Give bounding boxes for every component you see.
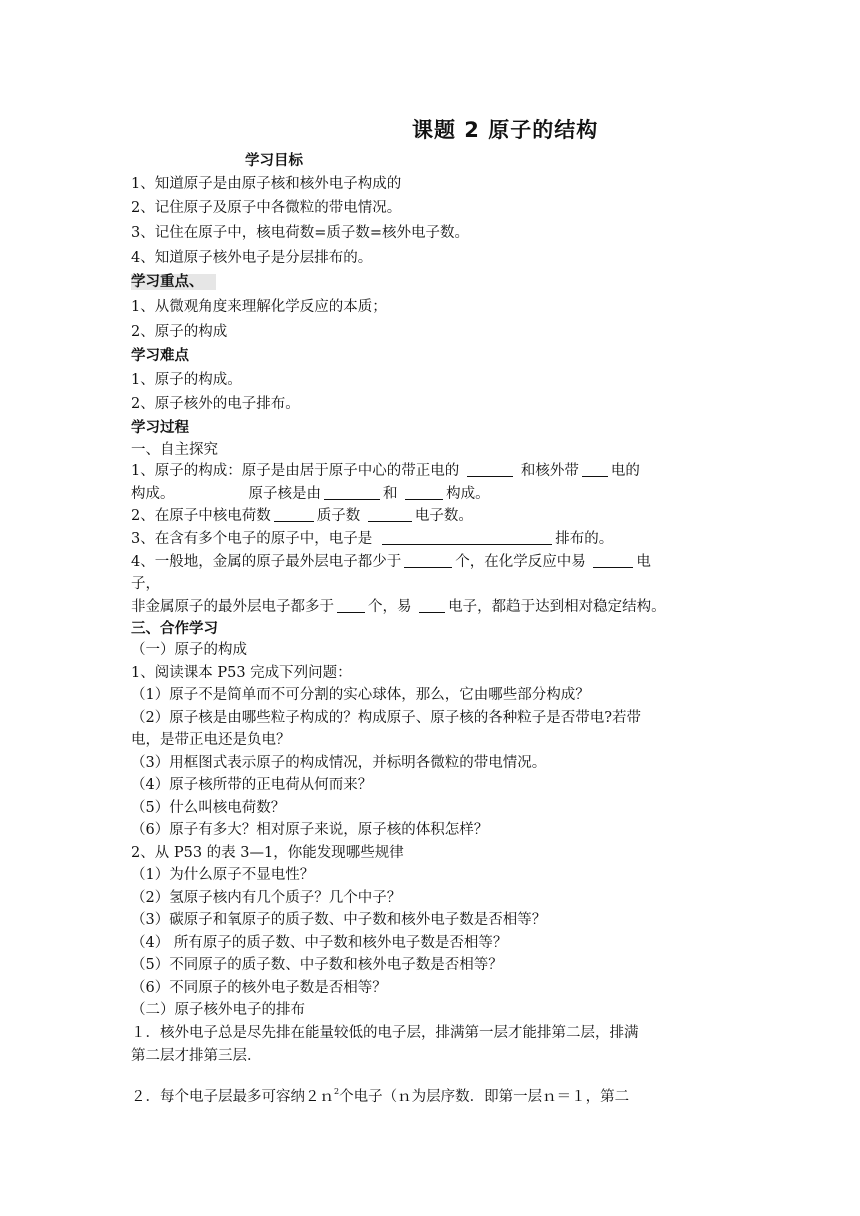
objective-item: 2、记住原子及原子中各微粒的带电情况。 — [131, 200, 402, 216]
fill-question-2: 2、在原子中核电荷数 质子数 电子数。 — [131, 508, 473, 524]
question-item: （4） 所有原子的质子数、中子数和核外电子数是否相等？ — [131, 935, 508, 951]
cooperation-heading: 三、合作学习 — [131, 621, 218, 637]
page-title: 课题 2 原子的结构 — [412, 118, 599, 142]
question-item: （4）原子核所带的正电荷从何而来？ — [131, 777, 373, 793]
question-item: （6）不同原子的核外电子数是否相等？ — [131, 980, 387, 996]
key-point-item: 2、原子的构成 — [131, 324, 228, 340]
rule-text: ２．每个电子层最多可容纳２ｎ$^2$个电子（ｎ为层序数．即第一层ｎ＝１，第二 — [131, 1087, 630, 1105]
answer-blank[interactable] — [593, 553, 633, 568]
answer-blank[interactable] — [582, 462, 608, 477]
question-item: （1）原子不是简单而不可分割的实心球体，那么，它由哪些部分构成？ — [131, 687, 590, 703]
answer-blank[interactable] — [467, 462, 513, 477]
key-point-item: 1、从微观角度来理解化学反应的本质； — [131, 299, 387, 315]
part2-heading: （二）原子核外电子的排布 — [131, 1002, 305, 1018]
process-heading: 学习过程 — [131, 420, 189, 436]
rule-text: １．核外电子总是尽先排在能量较低的电子层，排满第一层才能排第二层，排满 — [131, 1025, 639, 1041]
question-item: （2）原子核是由哪些粒子构成的？构成原子、原子核的各种粒子是否带电?若带 — [131, 710, 641, 726]
difficulty-item: 1、原子的构成。 — [131, 372, 242, 388]
question-item: 电，是带正电还是负电？ — [131, 732, 291, 748]
fill-question-1: 1、原子的构成：原子是由居于原子中心的带正电的 和核外带 电的 — [131, 463, 640, 479]
part1-heading: （一）原子的构成 — [131, 642, 247, 658]
answer-blank[interactable] — [368, 507, 412, 522]
objectives-heading: 学习目标 — [245, 153, 303, 169]
objective-item: 1、知道原子是由原子核和核外电子构成的 — [131, 176, 402, 192]
self-study-heading: 一、自主探究 — [131, 442, 218, 458]
answer-blank[interactable] — [405, 485, 443, 500]
objective-item: 4、知道原子核外电子是分层排布的。 — [131, 250, 373, 266]
table-intro: 2、从 P53 的表 3—1，你能发现哪些规律 — [131, 845, 404, 861]
question-item: （2）氢原子核内有几个质子？几个中子？ — [131, 890, 402, 906]
answer-blank[interactable] — [337, 598, 365, 613]
fill-question-4: 4、一般地，金属的原子最外层电子都少于 个，在化学反应中易 电 — [131, 554, 651, 570]
answer-blank[interactable] — [382, 530, 552, 545]
answer-blank[interactable] — [324, 485, 380, 500]
question-item: （5）什么叫核电荷数？ — [131, 800, 286, 816]
answer-blank[interactable] — [404, 553, 452, 568]
fill-question-3: 3、在含有多个电子的原子中，电子是 排布的。 — [131, 531, 614, 547]
fill-question-4-cont: 非金属原子的最外层电子都多于 个，易 电子，都趋于达到相对稳定结构。 — [131, 599, 666, 615]
objective-item: 3、记住在原子中，核电荷数=质子数=核外电子数。 — [131, 225, 470, 241]
rule-text: 第二层才排第三层． — [131, 1048, 262, 1064]
key-points-heading: 学习重点、 — [131, 271, 216, 293]
difficulties-heading: 学习难点 — [131, 348, 189, 364]
fill-question-4-cont: 子， — [131, 576, 160, 592]
question-item: （5）不同原子的质子数、中子数和核外电子数是否相等？ — [131, 957, 503, 973]
question-item: （3）碳原子和氧原子的质子数、中子数和核外电子数是否相等？ — [131, 912, 547, 928]
difficulty-item: 2、原子核外的电子排布。 — [131, 396, 300, 412]
question-item: （6）原子有多大？相对原子来说，原子核的体积怎样？ — [131, 822, 489, 838]
question-item: （3）用框图式表示原子的构成情况，并标明各微粒的带电情况。 — [131, 755, 547, 771]
fill-question-1-cont: 构成。 原子核是由 和 构成。 — [131, 486, 490, 502]
answer-blank[interactable] — [419, 598, 445, 613]
answer-blank[interactable] — [274, 507, 314, 522]
question-item: （1）为什么原子不显电性？ — [131, 867, 315, 883]
read-intro: 1、阅读课本 P53 完成下列问题： — [131, 665, 352, 681]
